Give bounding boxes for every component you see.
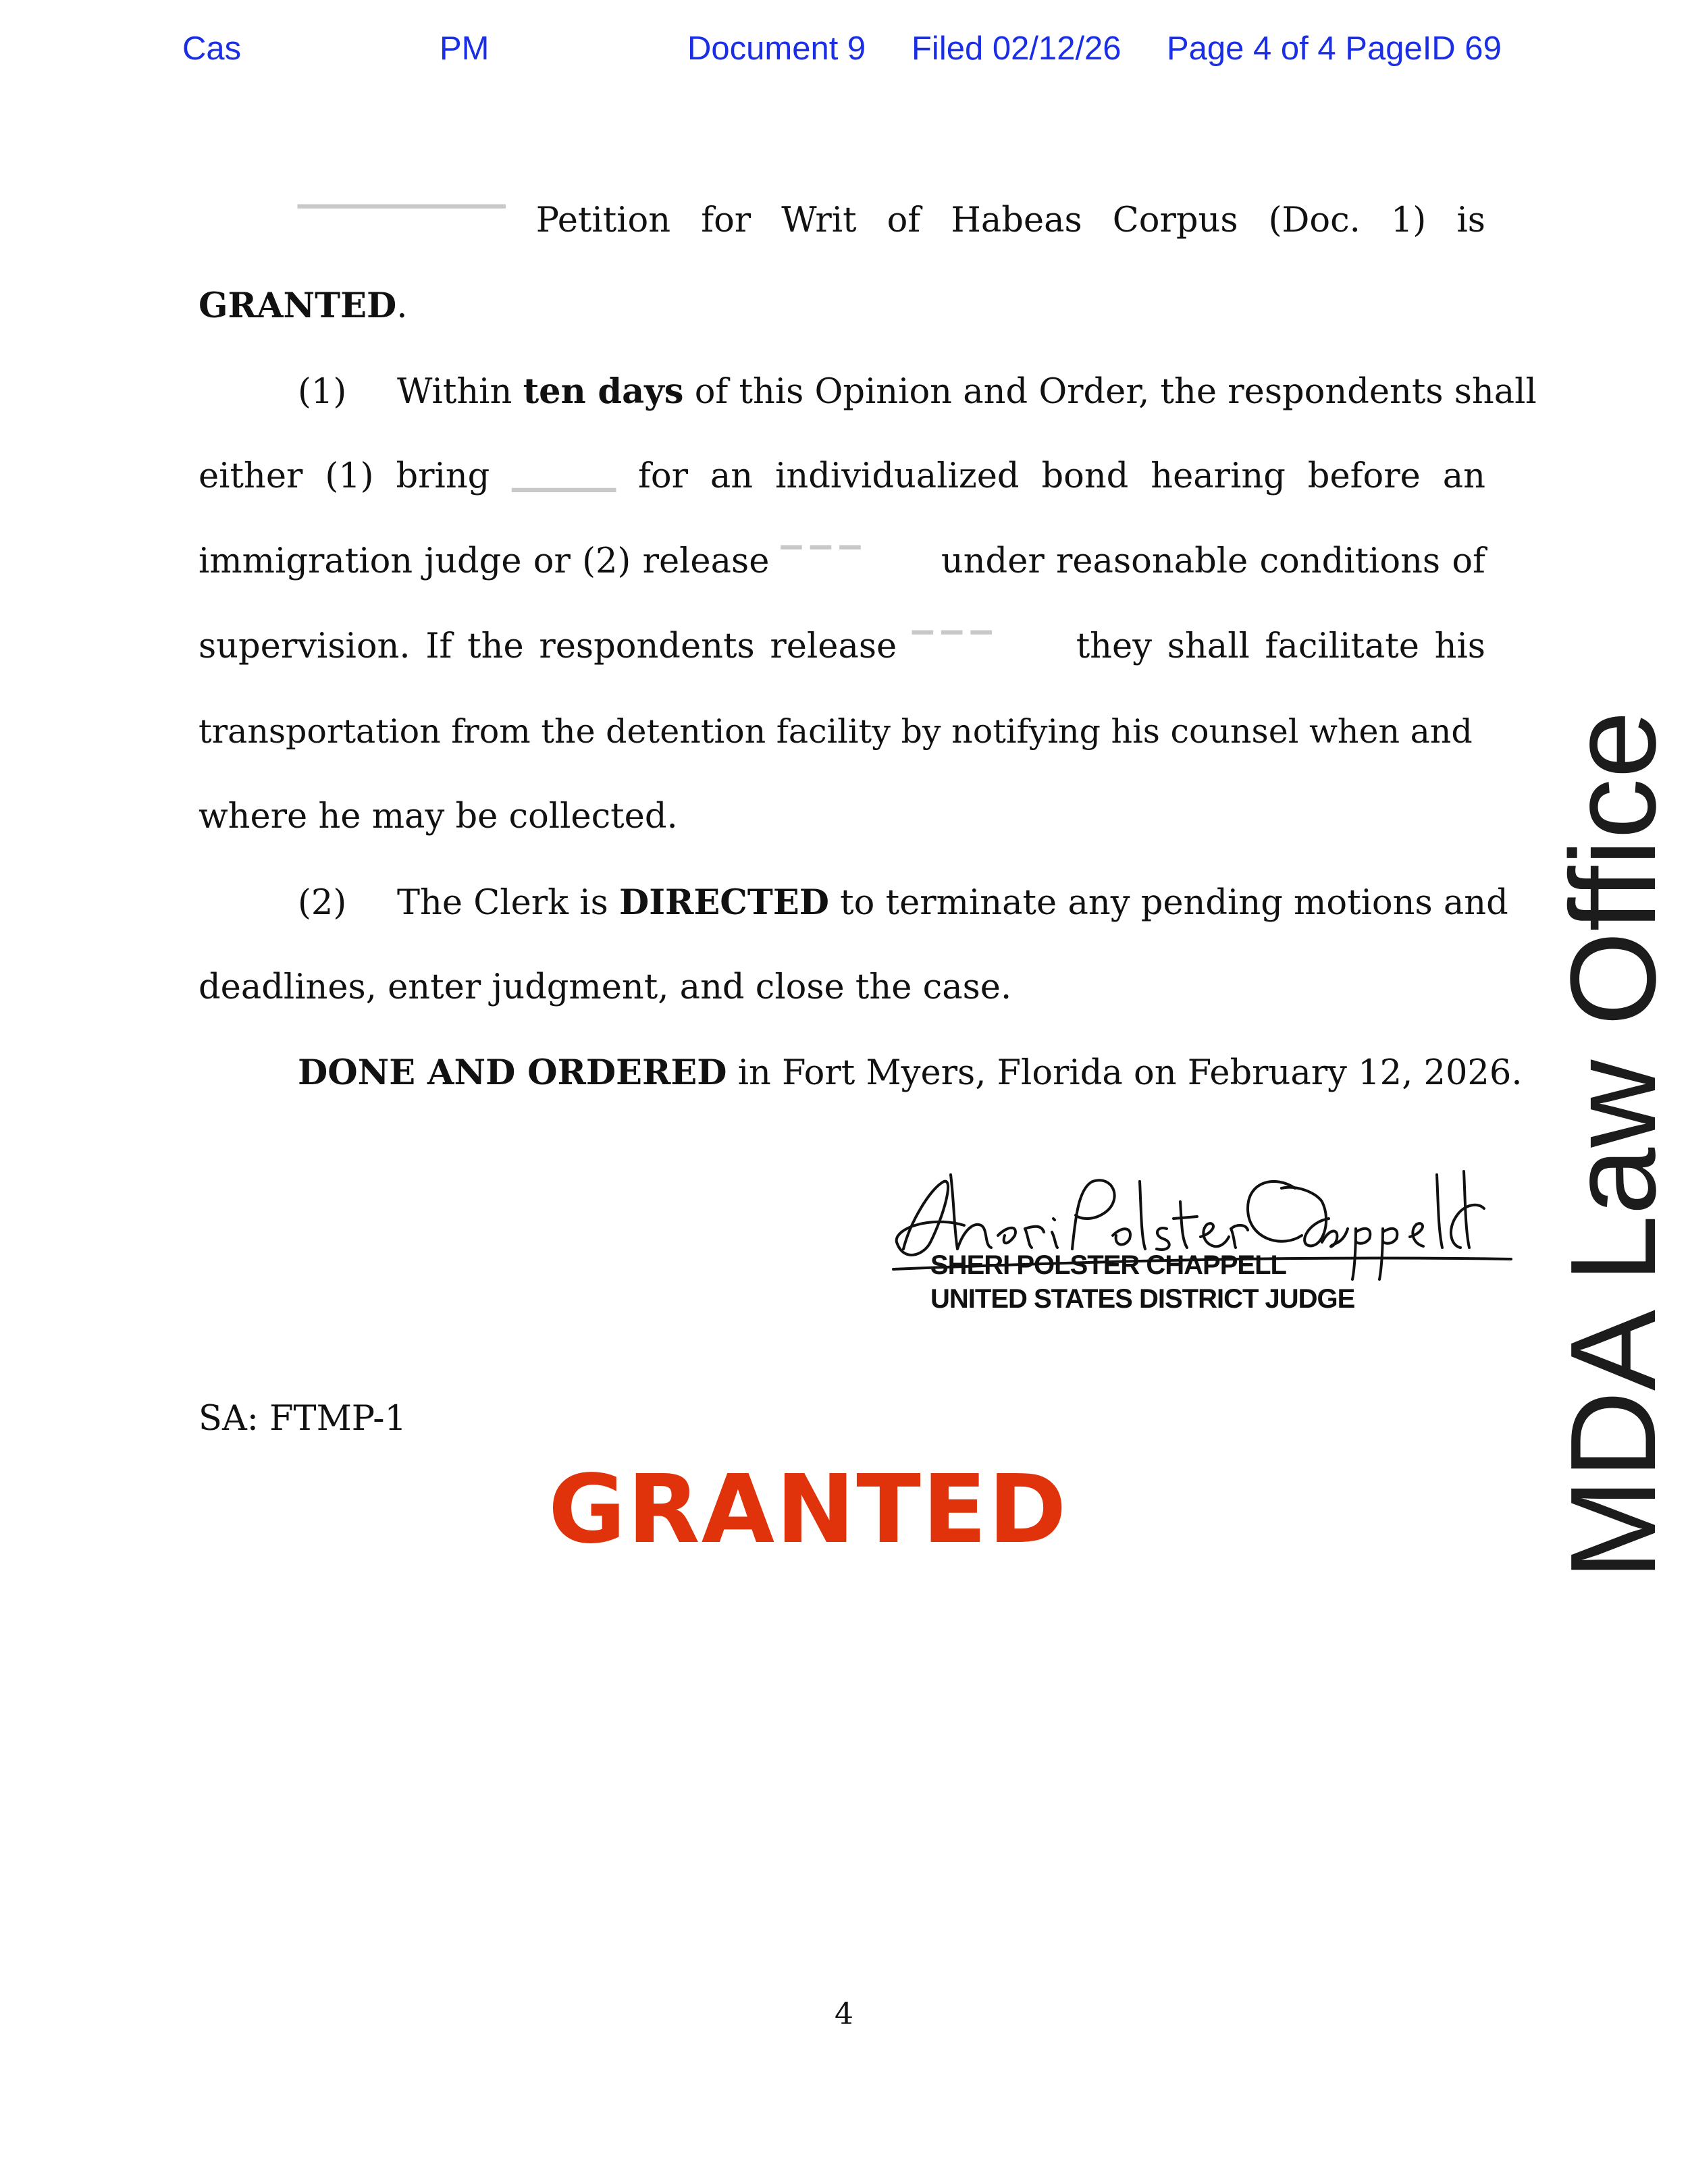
header-document: Document 9 — [687, 30, 866, 67]
item-1-number: (1) — [298, 372, 347, 412]
item-2-line-2: deadlines, enter judgment, and close the case. — [199, 967, 1012, 1007]
granted-stamp: GRANTED — [548, 1455, 1068, 1565]
header-time: PM — [440, 30, 490, 67]
granted-line: GRANTED. — [199, 286, 408, 326]
redacted-name: ▁▁▁▁▁ — [512, 461, 616, 492]
petition-line: ▔▔▔▔▔▔▔▔▔▔ Petition for Writ of Habeas Corpus (Doc. 1) is — [298, 199, 1485, 242]
sa-code: SA: FTMP-1 — [199, 1399, 406, 1439]
header-filed-date: Filed 02/12/26 — [912, 30, 1122, 67]
judge-title: UNITED STATES DISTRICT JUDGE — [930, 1284, 1355, 1314]
redacted-petitioner-name: ▔▔▔▔▔▔▔▔▔▔ — [298, 205, 506, 236]
item-2-number: (2) — [298, 883, 347, 923]
item-1-line-2: either (1) bring ▁▁▁▁▁ for an individualized bond hearing before an — [199, 455, 1485, 498]
court-header — [182, 30, 1519, 73]
done-and-ordered: DONE AND ORDERED in Fort Myers, Florida on February 12, 2026. — [298, 1053, 1523, 1093]
judge-name: SHERI POLSTER CHAPPELL — [930, 1250, 1286, 1280]
redacted-name: ▔ ▔ ▔ — [781, 546, 861, 577]
item-1-first-line: (1) Within ten days of this Opinion and Order, the respondents shall — [298, 370, 1485, 414]
item-1-line-4: supervision. If the respondents release ▔ ▔ ▔ they shall facilitate his — [199, 625, 1485, 668]
law-office-watermark: MDA Law Office — [1546, 710, 1681, 1580]
redacted-name: ▔ ▔ ▔ — [912, 631, 992, 662]
item-1-line-5: transportation from the detention facility by notifying his counsel when and — [199, 712, 1473, 751]
header-redaction — [248, 34, 444, 72]
header-page-info: Page 4 of 4 PageID 69 — [1167, 30, 1502, 67]
header-case-number: Cas — [182, 30, 242, 67]
page-number: 4 — [835, 1997, 853, 2031]
item-2-first-line: (2) The Clerk is DIRECTED to terminate any pending motions and — [298, 881, 1485, 925]
item-1-line-3: immigration judge or (2) release ▔ ▔ ▔ under reasonable conditions of — [199, 540, 1485, 583]
ten-days: ten days — [523, 371, 684, 412]
item-1-line-6: where he may be collected. — [199, 797, 678, 836]
directed-word: DIRECTED — [618, 882, 829, 923]
granted-word: GRANTED — [199, 286, 397, 326]
